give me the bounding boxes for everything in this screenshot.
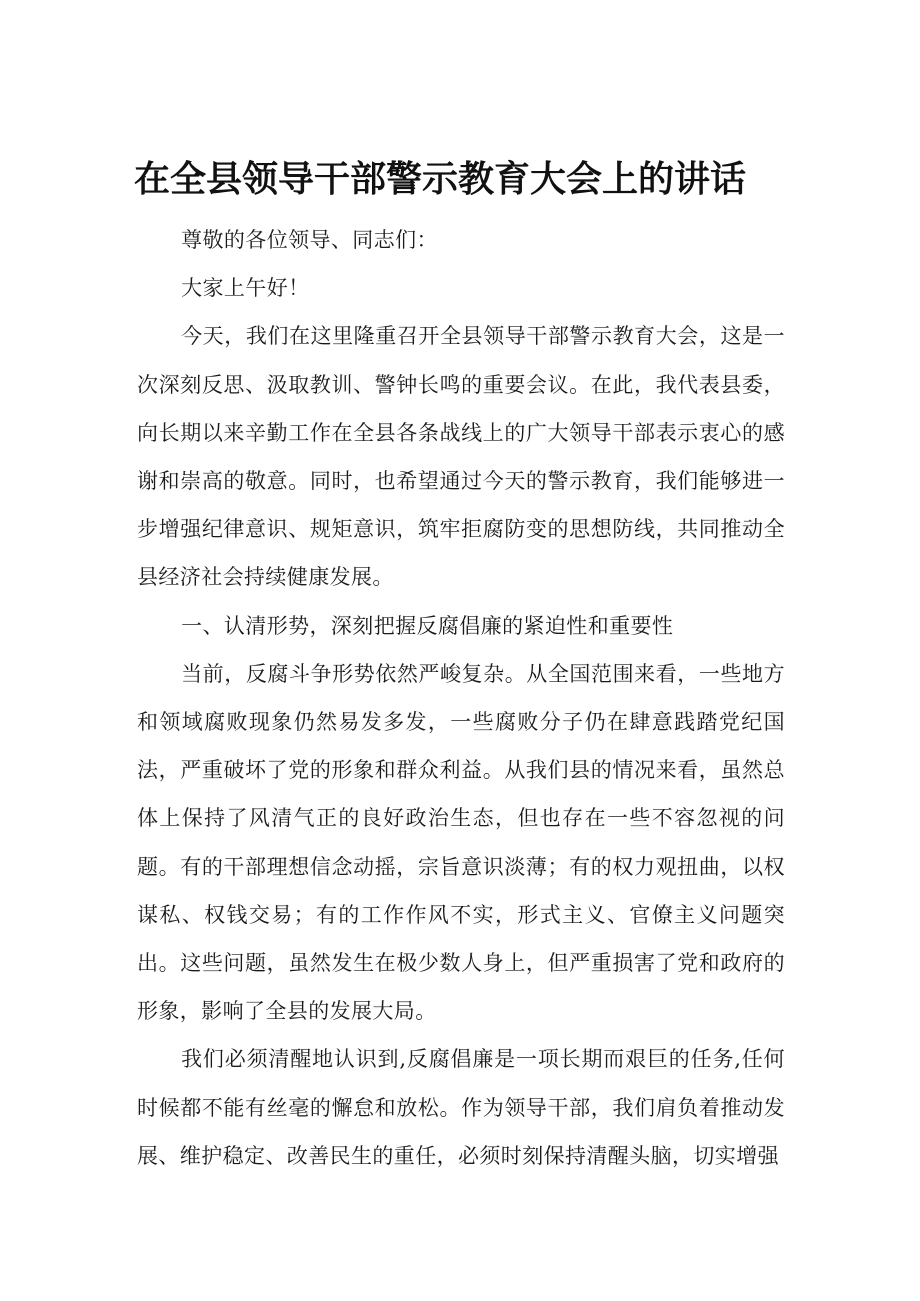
salutation: 尊敬的各位领导、同志们： bbox=[181, 228, 438, 252]
document-title: 在全县领导干部警示教育大会上的讲话 bbox=[134, 159, 747, 200]
paragraph-awareness: 我们必须清醒地认识到,反腐倡廉是一项长期而艰巨的任务,任何时候都不能有丝毫的懈怠和放松。作为领导干部，我们肩负着推动发展、维护稳定、改善民生的重任，必须时刻保持清醒头脑，切实增强 bbox=[137, 1047, 785, 1168]
document-body bbox=[137, 216, 785, 1180]
paragraph-opening: 今天，我们在这里隆重召开全县领导干部警示教育大会，这是一次深刻反思、汲取教训、警钟长鸣的重要会议。在此，我代表县委，向长期以来辛勤工作在全县各条战线上的广大领导干部表示衷心的感谢和崇高的敬意。同时，也希望通过今天的警示教育，我们能够进一步增强纪律意识、规矩意识，筑牢拒腐防变的思想防线，共同推动全县经济社会持续健康发展。 bbox=[137, 324, 785, 590]
greeting: 大家上午好！ bbox=[181, 276, 310, 301]
section-heading-1: 一、认清形势，深刻把握反腐倡廉的紧迫性和重要性 bbox=[181, 613, 674, 638]
paragraph-situation: 当前，反腐斗争形势依然严峻复杂。从全国范围来看，一些地方和领域腐败现象仍然易发多发，一些腐败分子仍在肆意践踏党纪国法，严重破坏了党的形象和群众利益。从我们县的情况来看，虽然总体上保持了风清气正的良好政治生态，但也存在一些不容忽视的问题。有的干部理想信念动摇，宗旨意识淡薄；有的权力观扭曲，以权谋私、权钱交易；有的工作作风不实，形式主义、官僚主义问题突出。这些问题，虽然发生在极少数人身上，但严重损害了党和政府的形象，影响了全县的发展大局。 bbox=[137, 661, 785, 1024]
